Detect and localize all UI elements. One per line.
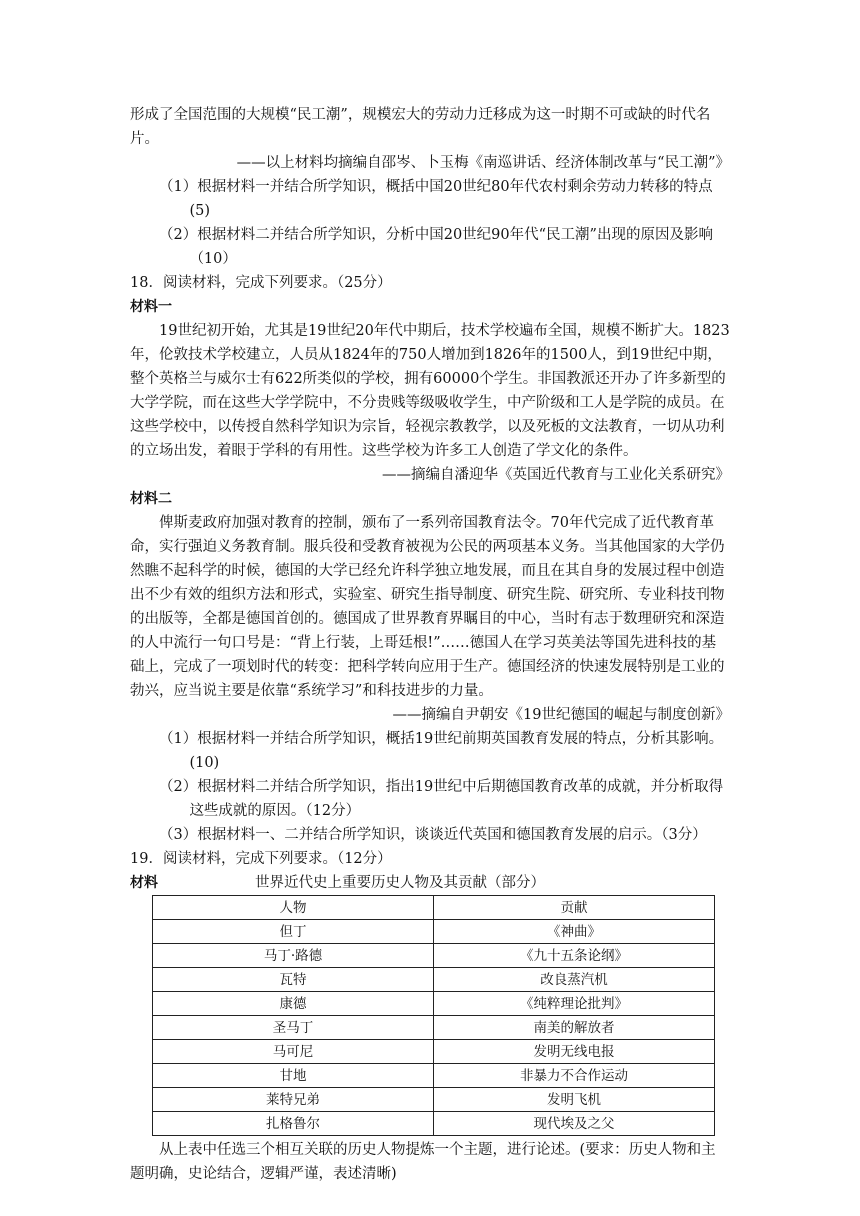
contribution-cell: 发明无线电报 bbox=[434, 1040, 715, 1064]
question-18-3: （3）根据材料一、二并结合所学知识，谈谈近代英国和德国教育发展的启示。（3分） bbox=[159, 827, 707, 843]
question-18-title: 18．阅读材料，完成下列要求。（25分） bbox=[130, 275, 392, 291]
person-cell: 莱特兄弟 bbox=[153, 1088, 434, 1112]
table-row bbox=[153, 1088, 715, 1112]
table-row bbox=[153, 1064, 715, 1088]
material-1-label: 材料一 bbox=[130, 299, 172, 315]
material-continuation: 形成了全国范围的大规模“民工潮”，规模宏大的劳动力迁移成为这一时期不可或缺的时代名片。 bbox=[130, 107, 711, 147]
person-cell: 扎格鲁尔 bbox=[153, 1112, 434, 1136]
contribution-cell: 现代埃及之父 bbox=[434, 1112, 715, 1136]
page-content bbox=[130, 103, 730, 1186]
contribution-cell: 《九十五条论纲》 bbox=[434, 944, 715, 968]
table-header-row bbox=[153, 896, 715, 920]
contribution-cell: 发明飞机 bbox=[434, 1088, 715, 1112]
question-19-prompt: 从上表中任选三个相互关联的历史人物提炼一个主题，进行论述。(要求：历史人物和主题明确，史论结合，逻辑严谨，表述清晰) bbox=[130, 1142, 716, 1182]
table-row bbox=[153, 920, 715, 944]
person-cell: 瓦特 bbox=[153, 968, 434, 992]
table-row bbox=[153, 944, 715, 968]
person-cell: 圣马丁 bbox=[153, 1016, 434, 1040]
person-cell: 马可尼 bbox=[153, 1040, 434, 1064]
person-cell: 马丁·路德 bbox=[153, 944, 434, 968]
header-contribution: 贡献 bbox=[434, 896, 715, 920]
table-row bbox=[153, 1040, 715, 1064]
question-18-1: （1）根据材料一并结合所学知识，概括19世纪前期英国教育发展的特点，分析其影响。(10) bbox=[159, 731, 724, 771]
figures-table bbox=[152, 895, 715, 1136]
table-row bbox=[153, 992, 715, 1016]
material-label: 材料 bbox=[130, 875, 158, 891]
person-cell: 但丁 bbox=[153, 920, 434, 944]
person-cell: 甘地 bbox=[153, 1064, 434, 1088]
material-2-label: 材料二 bbox=[130, 491, 172, 507]
table-row bbox=[153, 1112, 715, 1136]
table-row bbox=[153, 1016, 715, 1040]
table-row bbox=[153, 968, 715, 992]
contribution-cell: 改良蒸汽机 bbox=[434, 968, 715, 992]
contribution-cell: 南美的解放者 bbox=[434, 1016, 715, 1040]
table-title: 世界近代史上重要历史人物及其贡献（部分） bbox=[255, 875, 545, 891]
header-person: 人物 bbox=[153, 896, 434, 920]
material-1-text: 19世纪初开始，尤其是19世纪20年代中期后，技术学校遍布全国，规模不断扩大。1823年，伦敦技术学校建立，人员从1824年的750人增加到1826年的1500人，到19世纪中期，整个英格兰与威尔士有622所类似的学校，拥有60000个学生。非国教派还开办了许多新型的大学学院，而在这些大学学院中，不分贵贱等级吸收学生，中产阶级和工人是学院的成员。在这些学校中，以传授自然科学知识为宗旨，轻视宗教教学，以及死板的文法教育，一切从功利的立场出发，着眼于学科的有用性。这些学校为许多工人创造了学文化的条件。 bbox=[130, 323, 730, 459]
material-1-source: ——摘编自潘迎华《英国近代教育与工业化关系研究》 bbox=[382, 467, 730, 483]
contribution-cell: 《神曲》 bbox=[434, 920, 715, 944]
material-2-text: 俾斯麦政府加强对教育的控制，颁布了一系列帝国教育法令。70年代完成了近代教育革命，实行强迫义务教育制。服兵役和受教育被视为公民的两项基本义务。当其他国家的大学仍然瞧不起科学的时候，德国的大学已经允许科学独立地发展，而且在其自身的发展过程中创造出不少有效的组织方法和形式，实验室、研究生指导制度、研究生院、研究所、专业科技刊物的出版等，全都是德国首创的。德国成了世界教育界瞩目的中心，当时有志于数理研究和深造的人中流行一句口号是：“背上行装，上哥廷根!”……德国人在学习英美法等国先进科技的基础上，完成了一项划时代的转变：把科学转向应用于生产。德国经济的快速发展特别是工业的勃兴，应当说主要是依靠“系统学习”和科技进步的力量。 bbox=[130, 515, 725, 699]
table-caption-line bbox=[130, 871, 730, 895]
question-17-1: （1）根据材料一并结合所学知识，概括中国20世纪80年代农村剩余劳动力转移的特点(5) bbox=[159, 179, 713, 219]
contribution-cell: 非暴力不合作运动 bbox=[434, 1064, 715, 1088]
question-19-title: 19．阅读材料，完成下列要求。（12分） bbox=[130, 851, 392, 867]
contribution-cell: 《纯粹理论批判》 bbox=[434, 992, 715, 1016]
material-source: ——以上材料均摘编自邵岑、卜玉梅《南巡讲话、经济体制改革与“民工潮”》 bbox=[236, 155, 730, 171]
person-cell: 康德 bbox=[153, 992, 434, 1016]
material-2-source: ——摘编自尹朝安《19世纪德国的崛起与制度创新》 bbox=[392, 707, 730, 723]
question-17-2: （2）根据材料二并结合所学知识，分析中国20世纪90年代“民工潮”出现的原因及影响（10） bbox=[159, 227, 713, 267]
question-18-2: （2）根据材料二并结合所学知识，指出19世纪中后期德国教育改革的成就，并分析取得这些成就的原因。（12分） bbox=[159, 779, 724, 819]
